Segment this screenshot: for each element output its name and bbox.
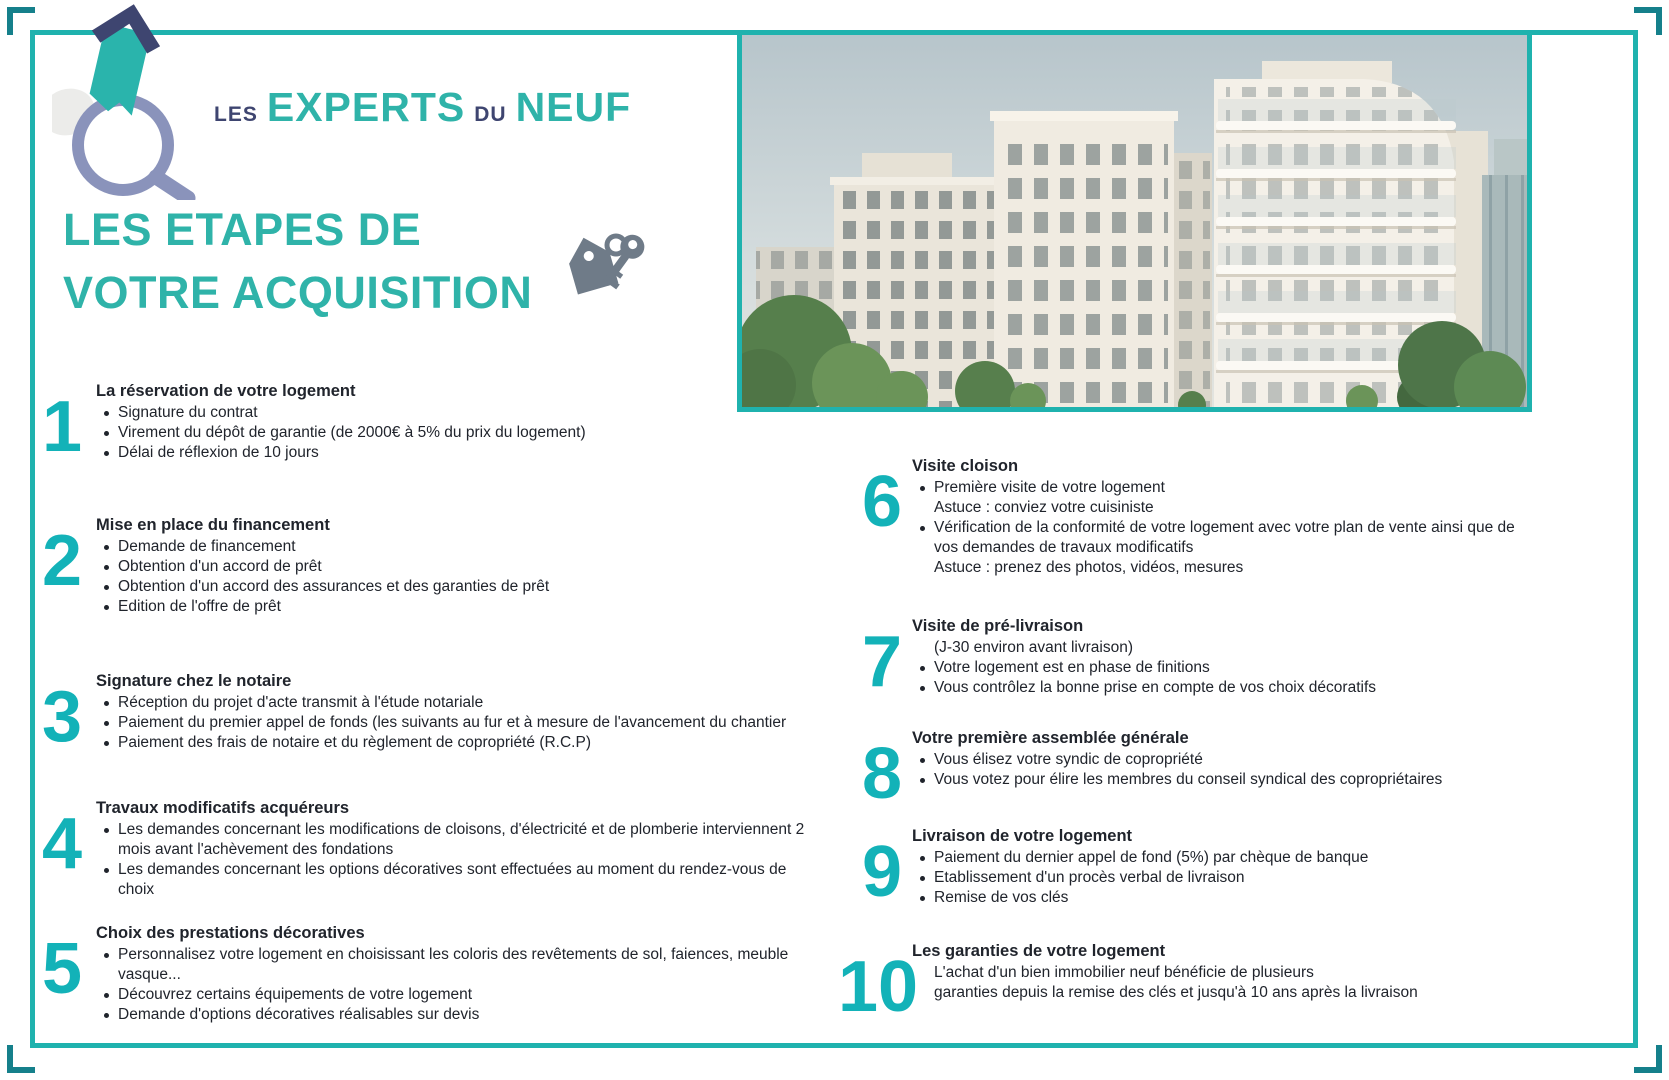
step-10-text: garanties depuis la remise des clés et jusqu'à 10 ans après la livraison	[934, 984, 1418, 1001]
step-8-title: Votre première assemblée générale	[912, 729, 1189, 747]
step-7-item: Votre logement est en phase de finitions	[912, 658, 1520, 678]
step-1	[36, 381, 826, 467]
house-keys-icon	[558, 220, 670, 308]
step-5-title: Choix des prestations décoratives	[96, 924, 365, 942]
step-3-item: Paiement des frais de notaire et du règlement de copropriété (R.C.P)	[96, 733, 826, 753]
step-9	[838, 826, 1520, 912]
building-photo	[737, 30, 1532, 412]
step-2-item: Obtention d'un accord de prêt	[96, 557, 826, 577]
step-8	[838, 728, 1520, 814]
step-2-item: Demande de financement	[96, 537, 826, 557]
step-3-item: Réception du projet d'acte transmit à l'étude notariale	[96, 693, 826, 713]
step-2-item: Edition de l'offre de prêt	[96, 597, 826, 617]
corner-mark-bottom-left	[7, 1045, 35, 1073]
step-6-note: Astuce : conviez votre cuisiniste	[934, 499, 1154, 516]
corner-mark-top-right	[1634, 7, 1662, 35]
step-2	[36, 515, 826, 617]
step-3-number: 3	[41, 677, 83, 757]
step-7-item: Vous contrôlez la bonne prise en compte de vos choix décoratifs	[912, 678, 1520, 698]
step-2-item: Obtention d'un accord des assurances et des garanties de prêt	[96, 577, 826, 597]
step-3	[36, 671, 826, 757]
step-8-item: Vous élisez votre syndic de copropriété	[912, 750, 1520, 770]
step-1-title: La réservation de votre logement	[96, 382, 356, 400]
step-6	[838, 456, 1520, 578]
corner-mark-bottom-right	[1634, 1045, 1662, 1073]
brand-wordmark	[214, 84, 631, 131]
step-4-title: Travaux modificatifs acquéreurs	[96, 799, 350, 817]
step-3-item: Paiement du premier appel de fonds (les suivants au fur et à mesure de l'avancement du chantier	[96, 713, 826, 733]
step-7-number: 7	[861, 622, 902, 702]
step-9-title: Livraison de votre logement	[912, 827, 1133, 845]
brand-word-les: LES	[214, 103, 258, 126]
step-5-item: Découvrez certains équipements de votre logement	[96, 985, 826, 1005]
step-7	[838, 616, 1520, 702]
step-4	[36, 798, 826, 900]
step-7-note: (J-30 environ avant livraison)	[934, 639, 1134, 656]
corner-mark-top-left	[7, 7, 35, 35]
step-10-text: L'achat d'un bien immobilier neuf bénéficie de plusieurs	[934, 964, 1314, 981]
step-6-number: 6	[861, 462, 902, 542]
step-6-item: Première visite de votre logement	[912, 478, 1520, 498]
step-4-number: 4	[41, 804, 83, 884]
step-8-item: Vous votez pour élire les membres du conseil syndical des copropriétaires	[912, 770, 1520, 790]
step-1-item: Délai de réflexion de 10 jours	[96, 443, 826, 463]
brand-word-du: DU	[474, 103, 507, 126]
step-6-title: Visite cloison	[912, 457, 1019, 475]
step-2-number: 2	[41, 521, 83, 601]
brand-word-neuf: NEUF	[515, 84, 632, 130]
step-10-number: 10	[838, 947, 919, 1027]
step-9-number: 9	[861, 832, 902, 912]
step-1-item: Signature du contrat	[96, 403, 826, 423]
step-8-number: 8	[861, 734, 902, 814]
step-10	[838, 941, 1520, 1027]
step-4-item: Les demandes concernant les options décoratives sont effectuées au moment du rendez-vous de choix	[96, 860, 826, 900]
step-2-title: Mise en place du financement	[96, 516, 330, 534]
step-5-number: 5	[41, 929, 83, 1009]
page-title	[63, 198, 532, 324]
step-5	[36, 923, 826, 1025]
step-4-item: Les demandes concernant les modifications de cloisons, d'électricité et de plomberie interviennent 2 mois avant l'achèvement des fondations	[96, 820, 826, 860]
page-title-line2: VOTRE ACQUISITION	[63, 267, 533, 318]
step-1-item: Virement du dépôt de garantie (de 2000€ à 5% du prix du logement)	[96, 423, 826, 443]
magnifier-house-logo-icon	[52, 0, 212, 200]
step-7-title: Visite de pré-livraison	[912, 617, 1084, 635]
step-9-item: Etablissement d'un procès verbal de livraison	[912, 868, 1520, 888]
step-10-title: Les garanties de votre logement	[912, 942, 1166, 960]
brand-word-experts: EXPERTS	[266, 84, 466, 130]
page-title-line1: LES ETAPES DE	[63, 204, 422, 255]
building-photo-illustration	[742, 35, 1527, 407]
step-5-item: Personnalisez votre logement en choisissant les coloris des revêtements de sol, faiences, meuble vasque...	[96, 945, 826, 985]
step-3-title: Signature chez le notaire	[96, 672, 292, 690]
step-1-number: 1	[41, 387, 83, 467]
step-9-item: Remise de vos clés	[912, 888, 1520, 908]
step-5-item: Demande d'options décoratives réalisables sur devis	[96, 1005, 826, 1025]
step-6-item: Vérification de la conformité de votre logement avec votre plan de vente ainsi que de vos demandes de travaux modificatifs	[912, 518, 1520, 558]
step-9-item: Paiement du dernier appel de fond (5%) par chèque de banque	[912, 848, 1520, 868]
step-6-note: Astuce : prenez des photos, vidéos, mesures	[934, 559, 1244, 576]
